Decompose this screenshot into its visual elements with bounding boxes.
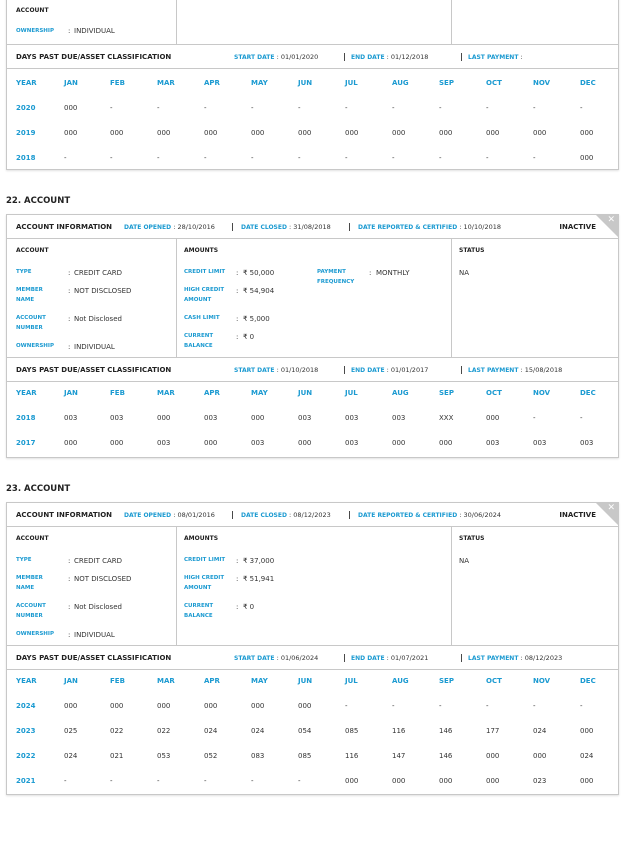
grid-month-cell: - [533,414,536,422]
accnum-label: ACCOUNT NUMBER [16,603,46,619]
grid-month-cell: - [251,104,254,112]
member-value: NOT DISCLOSED [74,287,132,295]
colon: : [68,603,71,611]
status-badge: INACTIVE [559,511,596,519]
colon: : [68,269,71,277]
account-info-header [7,215,618,239]
grid-month-cell: 000 [298,129,312,137]
grid-header-cell: JUN [298,79,313,87]
grid-month-cell: - [157,104,160,112]
last-payment: LAST PAYMENT : [468,53,523,61]
grid-month-cell: 177 [486,727,500,735]
dpd-title: DAYS PAST DUE/ASSET CLASSIFICATION [16,366,172,374]
grid-month-cell: 025 [64,727,78,735]
grid-row [7,720,618,745]
grid-month-cell: 000 [486,777,500,785]
grid-month-cell: 000 [345,129,359,137]
grid-month-cell: - [392,104,395,112]
grid-header-cell: OCT [486,389,502,397]
account-column-title: ACCOUNT [16,247,49,254]
grid-year-cell: 2023 [16,727,36,735]
divider [176,0,177,44]
grid-header-cell: MAY [251,389,268,397]
separator: | [460,365,463,374]
high-credit-value: ₹ 54,904 [243,287,275,295]
grid-month-cell: 003 [204,414,218,422]
grid-month-cell: 000 [298,439,312,447]
grid-header-cell: YEAR [16,79,37,87]
grid-header-cell: NOV [533,389,551,397]
colon: : [68,343,71,351]
grid-month-cell: 000 [64,439,78,447]
grid-month-cell: 054 [298,727,312,735]
separator: | [460,52,463,61]
type-value: CREDIT CARD [74,269,123,277]
ownership-value: INDIVIDUAL [74,343,115,351]
grid-header-cell: JAN [64,677,78,685]
grid-header-cell: JUL [345,389,358,397]
high-credit-label: HIGH CREDIT AMOUNT [184,287,225,303]
grid-header-cell: JAN [64,79,78,87]
current-balance-label: CURRENT BALANCE [184,333,214,349]
grid-month-cell: 000 [580,777,594,785]
grid-month-cell: - [580,104,583,112]
credit-limit-value: ₹ 37,000 [243,557,275,565]
grid-month-cell: 003 [110,414,124,422]
grid-month-cell: 000 [110,439,124,447]
grid-month-cell: 000 [251,414,265,422]
accnum-value: Not Disclosed [74,315,122,323]
ownership-label: OWNERSHIP [16,631,54,637]
current-balance-value: ₹ 0 [243,603,255,611]
grid-month-cell: 000 [439,439,453,447]
grid-header-cell: DEC [580,677,596,685]
grid-month-cell: 003 [345,439,359,447]
accnum-value: Not Disclosed [74,603,122,611]
grid-month-cell: - [157,154,160,162]
high-credit-label: HIGH CREDIT AMOUNT [184,575,225,591]
grid-month-cell: 003 [298,414,312,422]
account-card-22 [6,214,619,458]
account-card-23 [6,502,619,795]
grid-month-cell: - [345,154,348,162]
grid-month-cell: 003 [157,439,171,447]
colon: : [236,603,239,611]
grid-header-cell: JUL [345,79,358,87]
separator: | [460,653,463,662]
dpd-header [7,45,618,69]
credit-limit-label: CREDIT LIMIT [184,269,226,275]
grid-month-cell: 000 [392,439,406,447]
grid-row [7,770,618,795]
grid-month-cell: 024 [64,752,78,760]
close-icon[interactable]: ✕ [607,503,615,513]
dpd-title: DAYS PAST DUE/ASSET CLASSIFICATION [16,654,172,662]
grid-month-cell: - [533,154,536,162]
grid-month-cell: 053 [157,752,171,760]
status-column-title: STATUS [459,247,485,254]
grid-month-cell: 024 [251,727,265,735]
grid-month-cell: 146 [439,727,453,735]
grid-header-cell: MAR [157,389,175,397]
status-column-title: STATUS [459,535,485,542]
colon: : [369,269,372,277]
grid-header-cell: JUN [298,677,313,685]
grid-month-cell: - [533,702,536,710]
date-opened: DATE OPENED : 28/10/2016 [124,223,215,231]
divider [451,239,452,357]
separator: | [343,52,346,61]
divider [176,239,177,357]
grid-month-cell: 003 [486,439,500,447]
grid-header-cell: SEP [439,677,454,685]
colon: : [68,557,71,565]
payment-frequency-value: MONTHLY [376,269,410,277]
grid-month-cell: 023 [533,777,547,785]
credit-limit-label: CREDIT LIMIT [184,557,226,563]
grid-month-cell: 000 [345,777,359,785]
grid-header-cell: FEB [110,79,125,87]
grid-header-row [7,382,618,407]
high-credit-value: ₹ 51,941 [243,575,275,583]
grid-header-cell: NOV [533,677,551,685]
cash-limit-value: ₹ 5,000 [243,315,270,323]
grid-month-cell: 116 [392,727,406,735]
grid-month-cell: 000 [486,752,500,760]
accnum-label: ACCOUNT NUMBER [16,315,46,331]
grid-row [7,97,618,122]
grid-month-cell: 146 [439,752,453,760]
account-info-header [7,503,618,527]
grid-month-cell: - [298,777,301,785]
grid-month-cell: 003 [580,439,594,447]
grid-year-cell: 2022 [16,752,36,760]
grid-header-row [7,670,618,695]
grid-row [7,695,618,720]
grid-month-cell: XXX [439,414,454,422]
grid-month-cell: - [110,777,113,785]
member-label: MEMBER NAME [16,287,43,303]
grid-month-cell: 000 [439,129,453,137]
grid-month-cell: 000 [533,129,547,137]
colon: : [68,575,71,583]
grid-year-cell: 2020 [16,104,36,112]
grid-month-cell: 083 [251,752,265,760]
grid-month-cell: 000 [204,129,218,137]
grid-month-cell: - [64,154,67,162]
grid-month-cell: 085 [298,752,312,760]
grid-month-cell: 000 [298,702,312,710]
grid-row [7,432,618,457]
account-info-title: ACCOUNT INFORMATION [16,511,113,519]
grid-year-cell: 2021 [16,777,36,785]
grid-month-cell: - [298,104,301,112]
grid-month-cell: - [439,104,442,112]
grid-month-cell: 000 [64,129,78,137]
grid-month-cell: - [580,702,583,710]
grid-month-cell: 000 [580,727,594,735]
grid-month-cell: - [486,104,489,112]
grid-header-row [7,72,618,97]
grid-month-cell: 000 [486,414,500,422]
grid-month-cell: 000 [392,777,406,785]
current-balance-value: ₹ 0 [243,333,255,341]
grid-month-cell: 000 [64,104,78,112]
grid-header-cell: DEC [580,79,596,87]
grid-month-cell: - [110,154,113,162]
account-card-continued [6,0,619,170]
grid-header-cell: FEB [110,389,125,397]
divider [176,527,177,645]
member-value: NOT DISCLOSED [74,575,132,583]
grid-year-cell: 2018 [16,414,36,422]
start-date: START DATE : 01/10/2018 [234,366,319,374]
grid-header-cell: YEAR [16,677,37,685]
colon: : [236,575,239,583]
colon: : [236,287,239,295]
status-value: NA [459,557,470,565]
separator: | [231,222,234,231]
grid-header-cell: MAR [157,79,175,87]
grid-month-cell: - [439,702,442,710]
colon: : [68,27,71,35]
date-closed: DATE CLOSED : 08/12/2023 [241,511,331,519]
account-column-title: ACCOUNT [16,7,49,14]
colon: : [68,631,71,639]
close-icon[interactable]: ✕ [607,215,615,225]
date-closed: DATE CLOSED : 31/08/2018 [241,223,331,231]
end-date: END DATE : 01/12/2018 [351,53,429,61]
grid-month-cell: 000 [580,129,594,137]
divider [451,0,452,44]
grid-month-cell: - [204,154,207,162]
grid-header-cell: MAY [251,677,268,685]
grid-month-cell: - [204,777,207,785]
grid-month-cell: 085 [345,727,359,735]
grid-month-cell: - [298,154,301,162]
separator: | [348,222,351,231]
grid-header-cell: SEP [439,389,454,397]
grid-month-cell: 003 [251,439,265,447]
type-label: TYPE [16,557,32,563]
grid-month-cell: - [580,414,583,422]
grid-year-cell: 2018 [16,154,36,162]
account-column-title: ACCOUNT [16,535,49,542]
grid-month-cell: - [204,104,207,112]
grid-month-cell: 000 [251,702,265,710]
grid-month-cell: 000 [110,702,124,710]
grid-header-cell: JUN [298,389,313,397]
grid-month-cell: 003 [533,439,547,447]
grid-month-cell: 000 [392,129,406,137]
grid-month-cell: 000 [580,154,594,162]
grid-header-cell: OCT [486,79,502,87]
grid-month-cell: 022 [110,727,124,735]
colon: : [236,269,239,277]
grid-month-cell: 003 [345,414,359,422]
grid-month-cell: - [486,702,489,710]
colon: : [236,333,239,341]
grid-row [7,147,618,172]
cash-limit-label: CASH LIMIT [184,315,220,321]
type-value: CREDIT CARD [74,557,123,565]
grid-month-cell: 000 [251,129,265,137]
start-date: START DATE : 01/01/2020 [234,53,319,61]
start-date: START DATE : 01/06/2024 [234,654,319,662]
grid-month-cell: 003 [392,414,406,422]
grid-header-cell: JUL [345,677,358,685]
grid-header-cell: SEP [439,79,454,87]
payment-frequency-label: PAYMENT FREQUENCY [317,269,355,285]
grid-header-cell: DEC [580,389,596,397]
colon: : [236,557,239,565]
grid-month-cell: 024 [580,752,594,760]
grid-header-cell: AUG [392,389,409,397]
colon: : [236,315,239,323]
divider [451,527,452,645]
grid-header-cell: AUG [392,677,409,685]
ownership-value: INDIVIDUAL [74,27,115,35]
grid-month-cell: 000 [157,702,171,710]
grid-year-cell: 2019 [16,129,36,137]
grid-month-cell: - [157,777,160,785]
colon: : [68,315,71,323]
grid-month-cell: 021 [110,752,124,760]
member-label: MEMBER NAME [16,575,43,591]
grid-header-cell: AUG [392,79,409,87]
section-title: 22. ACCOUNT [6,196,71,206]
grid-year-cell: 2017 [16,439,36,447]
grid-month-cell: 000 [204,702,218,710]
grid-month-cell: 000 [64,702,78,710]
account-info-title: ACCOUNT INFORMATION [16,223,113,231]
grid-month-cell: 000 [157,414,171,422]
separator: | [231,510,234,519]
grid-row [7,407,618,432]
colon: : [68,287,71,295]
end-date: END DATE : 01/01/2017 [351,366,429,374]
ownership-label: OWNERSHIP [16,343,54,349]
date-opened: DATE OPENED : 08/01/2016 [124,511,215,519]
grid-month-cell: 052 [204,752,218,760]
separator: | [348,510,351,519]
ownership-value: INDIVIDUAL [74,631,115,639]
grid-month-cell: - [392,702,395,710]
grid-month-cell: 000 [486,129,500,137]
grid-month-cell: 000 [204,439,218,447]
grid-row [7,745,618,770]
grid-month-cell: 000 [439,777,453,785]
grid-month-cell: 022 [157,727,171,735]
grid-month-cell: - [251,154,254,162]
grid-month-cell: 000 [533,752,547,760]
end-date: END DATE : 01/07/2021 [351,654,429,662]
status-value: NA [459,269,470,277]
date-reported: DATE REPORTED & CERTIFIED : 10/10/2018 [358,223,501,231]
grid-month-cell: 000 [110,129,124,137]
grid-month-cell: - [533,104,536,112]
grid-month-cell: 024 [533,727,547,735]
amounts-column-title: AMOUNTS [184,247,219,254]
dpd-header [7,646,618,670]
grid-header-cell: APR [204,677,220,685]
last-payment: LAST PAYMENT : 08/12/2023 [468,654,563,662]
grid-month-cell: 024 [204,727,218,735]
current-balance-label: CURRENT BALANCE [184,603,214,619]
grid-month-cell: - [486,154,489,162]
dpd-header [7,358,618,382]
type-label: TYPE [16,269,32,275]
grid-month-cell: - [345,702,348,710]
grid-month-cell: - [64,777,67,785]
grid-row [7,122,618,147]
grid-month-cell: 003 [64,414,78,422]
grid-month-cell: 147 [392,752,406,760]
grid-header-cell: MAY [251,79,268,87]
section-title: 23. ACCOUNT [6,484,71,494]
grid-header-cell: APR [204,389,220,397]
grid-month-cell: - [392,154,395,162]
grid-header-cell: YEAR [16,389,37,397]
grid-year-cell: 2024 [16,702,36,710]
grid-header-cell: OCT [486,677,502,685]
grid-month-cell: - [439,154,442,162]
dpd-title: DAYS PAST DUE/ASSET CLASSIFICATION [16,53,172,61]
grid-header-cell: NOV [533,79,551,87]
grid-month-cell: - [345,104,348,112]
ownership-label: OWNERSHIP [16,28,54,34]
last-payment: LAST PAYMENT : 15/08/2018 [468,366,563,374]
amounts-column-title: AMOUNTS [184,535,219,542]
grid-month-cell: 116 [345,752,359,760]
grid-header-cell: JAN [64,389,78,397]
separator: | [343,653,346,662]
date-reported: DATE REPORTED & CERTIFIED : 30/06/2024 [358,511,501,519]
separator: | [343,365,346,374]
grid-header-cell: APR [204,79,220,87]
grid-month-cell: - [110,104,113,112]
grid-header-cell: FEB [110,677,125,685]
grid-month-cell: 000 [157,129,171,137]
credit-limit-value: ₹ 50,000 [243,269,275,277]
grid-header-cell: MAR [157,677,175,685]
status-badge: INACTIVE [559,223,596,231]
grid-month-cell: - [251,777,254,785]
